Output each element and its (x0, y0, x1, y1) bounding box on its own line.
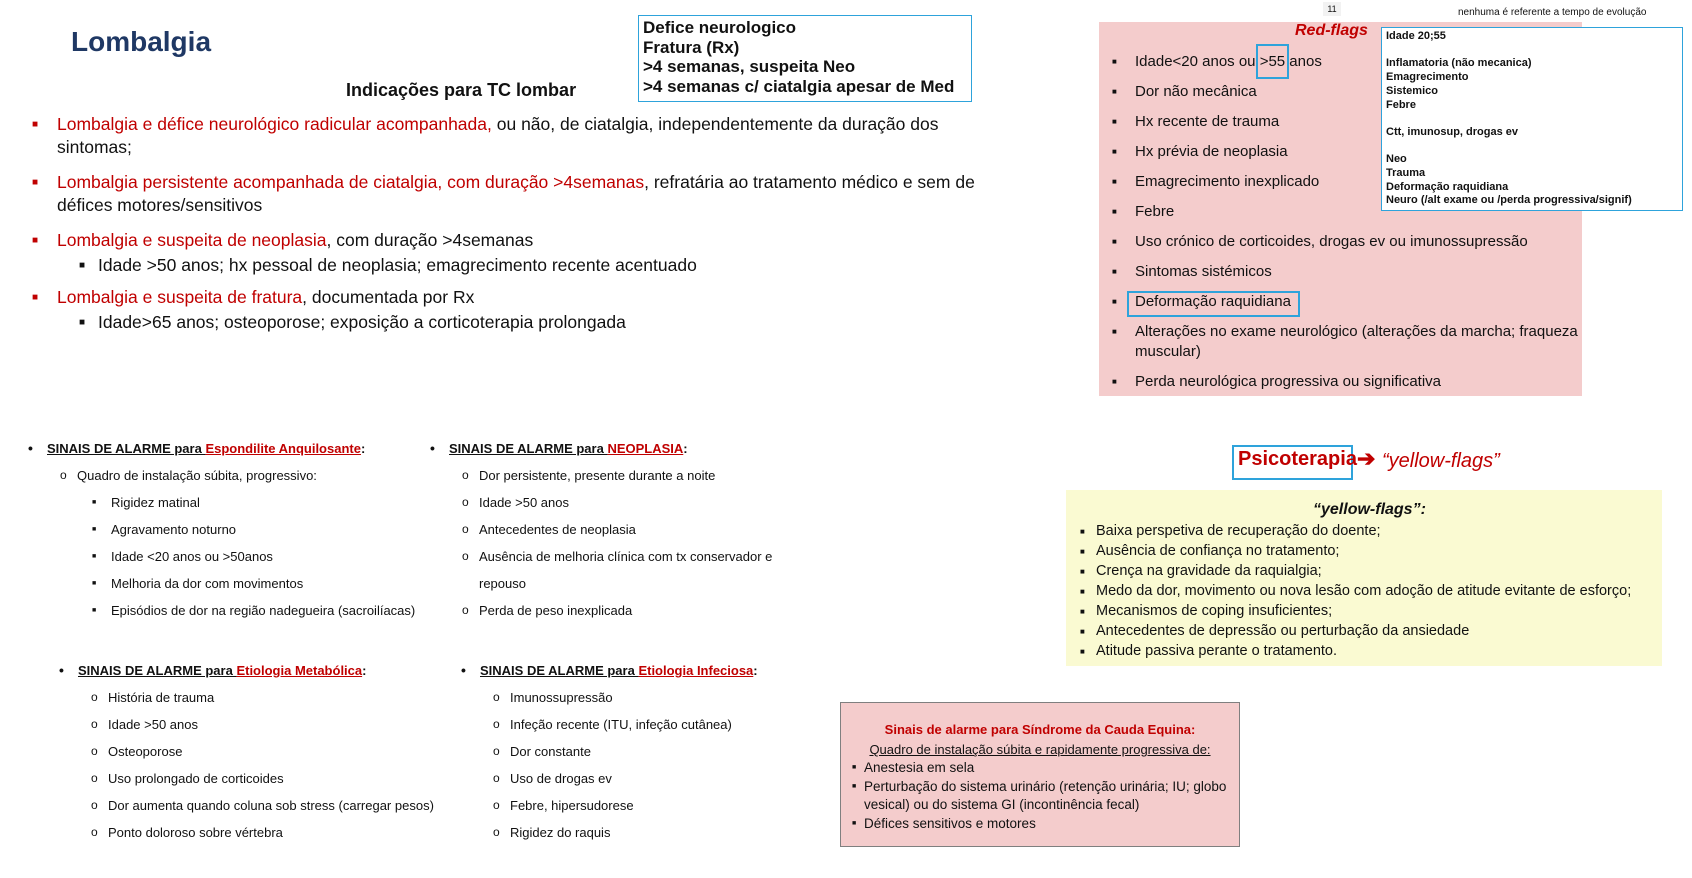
alarm-prefix: SINAIS DE ALARME para (480, 663, 639, 678)
note-line (1386, 112, 1678, 126)
red-flag-item: ■ Febre (1108, 202, 1588, 222)
alarm-item: o Febre, hipersudorese (510, 796, 732, 823)
yellow-flag-item: ■ Crença na gravidade da raquialgia; (1080, 562, 1670, 582)
indication-item (30, 171, 975, 217)
red-flag-item: ■ Hx recente de trauma (1108, 112, 1588, 132)
deformation-highlight-box (1127, 291, 1300, 317)
alarm-item: o Perda de peso inexplicada (479, 601, 772, 628)
indication-text: , com duração >4semanas (326, 230, 534, 250)
indication-subitem: ■ Idade >50 anos; hx pessoal de neoplasia; emagrecimento recente acentuado (57, 254, 975, 277)
alarm-suffix: : (360, 441, 366, 456)
alarm-item: ■ Idade <20 anos ou >50anos (111, 547, 415, 574)
yellow-flag-item: ■ Ausência de confiança no tratamento; (1080, 542, 1670, 562)
indication-text: , refratária ao tratamento médico e sem de défices motores/sensitivos (57, 172, 975, 215)
note-line: >4 semanas c/ ciatalgia apesar de Med (643, 76, 955, 96)
yellow-flag-item: ■ Antecedentes de depressão ou perturbação da ansiedade (1080, 622, 1670, 642)
note-line: Neuro (/alt exame ou /perda progressiva/signif) (1386, 194, 1632, 207)
indication-item (30, 229, 975, 277)
alarm-heading (480, 663, 758, 678)
alarm-item: o Rigidez do raquis (510, 823, 732, 850)
alarm-item: o Osteoporose (108, 742, 434, 769)
evolution-note: nenhuma é referente a tempo de evolução (1458, 7, 1647, 18)
cauda-equina-title: Sinais de alarme para Síndrome da Cauda Equina: (884, 722, 1196, 737)
psicoterapia-label: Psicoterapia (1238, 448, 1357, 470)
yellow-flag-item: ■ Mecanismos de coping insuficientes; (1080, 602, 1670, 622)
cauda-equina-item: ■ Défices sensitivos e motores (852, 815, 1232, 834)
alarm-item: o Dor aumenta quando coluna sob stress (carregar pesos) (108, 796, 434, 823)
alarm-item: o Infeção recente (ITU, infeção cutânea) (510, 715, 732, 742)
yellow-flags-target: “yellow-flags” (1382, 450, 1500, 472)
yellow-flag-item: ■ Medo da dor, movimento ou nova lesão com adoção de atitude evitante de esforço; (1080, 582, 1670, 602)
indication-highlight: Lombalgia persistente acompanhada de ciatalgia, com duração >4semanas (57, 172, 645, 192)
yellow-flags-list (1080, 522, 1670, 662)
cauda-equina-subtitle: Quadro de instalação súbita e rapidamente progressiva de: (869, 742, 1211, 757)
alarm-item: o Dor persistente, presente durante a noite (479, 466, 772, 493)
alarm-suffix: : (362, 663, 367, 678)
tc-indications-list (30, 113, 975, 346)
alarm-item: o Uso de drogas ev (510, 769, 732, 796)
cauda-equina-list (852, 759, 1232, 833)
alarm-item: o Idade >50 anos (108, 715, 434, 742)
cauda-equina-item: ■ Anestesia em sela (852, 759, 1232, 778)
alarm-list (108, 688, 434, 850)
age-highlight-box (1256, 44, 1289, 79)
alarm-item: ■ Melhoria da dor com movimentos (111, 574, 415, 601)
red-flag-item: ■ Deformação raquidiana (1108, 292, 1588, 312)
indication-highlight: Lombalgia e suspeita de fratura (57, 287, 303, 307)
note-line: Febre (1386, 98, 1416, 111)
indication-text: , documentada por Rx (302, 287, 475, 307)
alarm-item: o Antecedentes de neoplasia (479, 520, 772, 547)
note-line: Neo (1386, 153, 1407, 166)
indication-item (30, 286, 975, 334)
tc-summary-note (638, 15, 972, 102)
alarm-topic: Espondilite Anquilosante (205, 441, 361, 456)
note-line: Ctt, imunosup, drogas ev (1386, 125, 1519, 138)
red-flag-item: ■ Alterações no exame neurológico (alterações da marcha; fraqueza muscular) (1108, 322, 1588, 362)
indication-item (30, 113, 975, 159)
note-line: Sistemico (1386, 84, 1438, 97)
alarm-item: ■ Episódios de dor na região nadegueira (sacroilíacas) (111, 601, 415, 628)
yellow-flag-item: ■ Baixa perspetiva de recuperação do doente; (1080, 522, 1670, 542)
alarm-topic: Etiologia Metabólica (236, 663, 363, 678)
yellow-flags-heading: “yellow-flags”: (1313, 501, 1426, 518)
alarm-item-continuation: repouso (479, 576, 526, 591)
alarm-item: o Ausência de melhoria clínica com tx conservador e (479, 547, 772, 574)
indication-subitem: ■ Idade>65 anos; osteoporose; exposição a corticoterapia prolongada (57, 311, 975, 334)
red-flags-summary-note (1381, 27, 1683, 211)
cauda-equina-item: ■ Perturbação do sistema urinário (retenção urinária; IU; globo vesical) ou do sistema GI (incontinência fecal) (852, 778, 1232, 815)
red-flags-label: Red-flags (1295, 22, 1368, 39)
note-line: Trauma (1386, 166, 1426, 179)
alarm-heading (449, 441, 688, 456)
alarm-item: o Quadro de instalação súbita, progressivo: (77, 466, 317, 493)
alarm-list (77, 466, 317, 493)
alarm-item: o História de trauma (108, 688, 434, 715)
alarm-sublist (111, 493, 415, 628)
alarm-item: o Ponto doloroso sobre vértebra (108, 823, 434, 850)
indication-highlight: Lombalgia e suspeita de neoplasia (57, 230, 327, 250)
note-line: Idade 20;55 (1386, 30, 1446, 42)
indication-highlight: Lombalgia e défice neurológico radicular acompanhada, (57, 114, 492, 134)
alarm-suffix: : (683, 441, 688, 456)
note-line: Defice neurologico (643, 18, 797, 37)
alarm-prefix: SINAIS DE ALARME para (449, 441, 608, 456)
red-flag-item: ■ Idade<20 anos ou >55 anos (1108, 52, 1588, 72)
page-number: 11 (1323, 2, 1341, 16)
red-flag-item: ■ Perda neurológica progressiva ou significativa (1108, 372, 1588, 392)
note-line: Deformação raquidiana (1386, 180, 1509, 193)
alarm-topic: NEOPLASIA (607, 441, 684, 456)
note-line: Emagrecimento (1386, 71, 1469, 84)
alarm-heading (78, 663, 366, 678)
alarm-item: o Imunossupressão (510, 688, 732, 715)
note-line: Fratura (Rx) (643, 37, 740, 57)
alarm-heading (47, 441, 365, 456)
yellow-flag-item: ■ Atitude passiva perante o tratamento. (1080, 642, 1670, 662)
note-line: >4 semanas, suspeita Neo (643, 57, 856, 76)
alarm-list (479, 466, 772, 628)
alarm-item: o Dor constante (510, 742, 732, 769)
indication-text: ou não, de ciatalgia, independentemente da duração dos sintomas; (57, 114, 939, 157)
alarm-item: o Idade >50 anos (479, 493, 772, 520)
note-line (1386, 44, 1678, 58)
alarm-item: ■ Rigidez matinal (111, 493, 415, 520)
page-title: Lombalgia (71, 26, 212, 57)
alarm-topic: Etiologia Infeciosa (638, 663, 754, 678)
alarm-prefix: SINAIS DE ALARME para (78, 663, 237, 678)
red-flag-item: ■ Dor não mecânica (1108, 82, 1588, 102)
note-line: Inflamatoria (não mecanica) (1386, 57, 1532, 70)
tc-heading: Indicações para TC lombar (346, 80, 577, 100)
note-line (1386, 140, 1678, 154)
arrow-right-icon: ➔ (1357, 446, 1376, 471)
red-flag-item: ■ Sintomas sistémicos (1108, 262, 1588, 282)
red-flag-item: ■ Hx prévia de neoplasia (1108, 142, 1588, 162)
red-flag-item: ■ Uso crónico de corticoides, drogas ev ou imunossupressão (1108, 232, 1588, 252)
alarm-list (510, 688, 732, 850)
alarm-item: o Uso prolongado de corticoides (108, 769, 434, 796)
red-flag-item: ■ Emagrecimento inexplicado (1108, 172, 1588, 192)
alarm-suffix: : (753, 663, 758, 678)
alarm-prefix: SINAIS DE ALARME para (47, 441, 206, 456)
alarm-item: ■ Agravamento noturno (111, 520, 415, 547)
